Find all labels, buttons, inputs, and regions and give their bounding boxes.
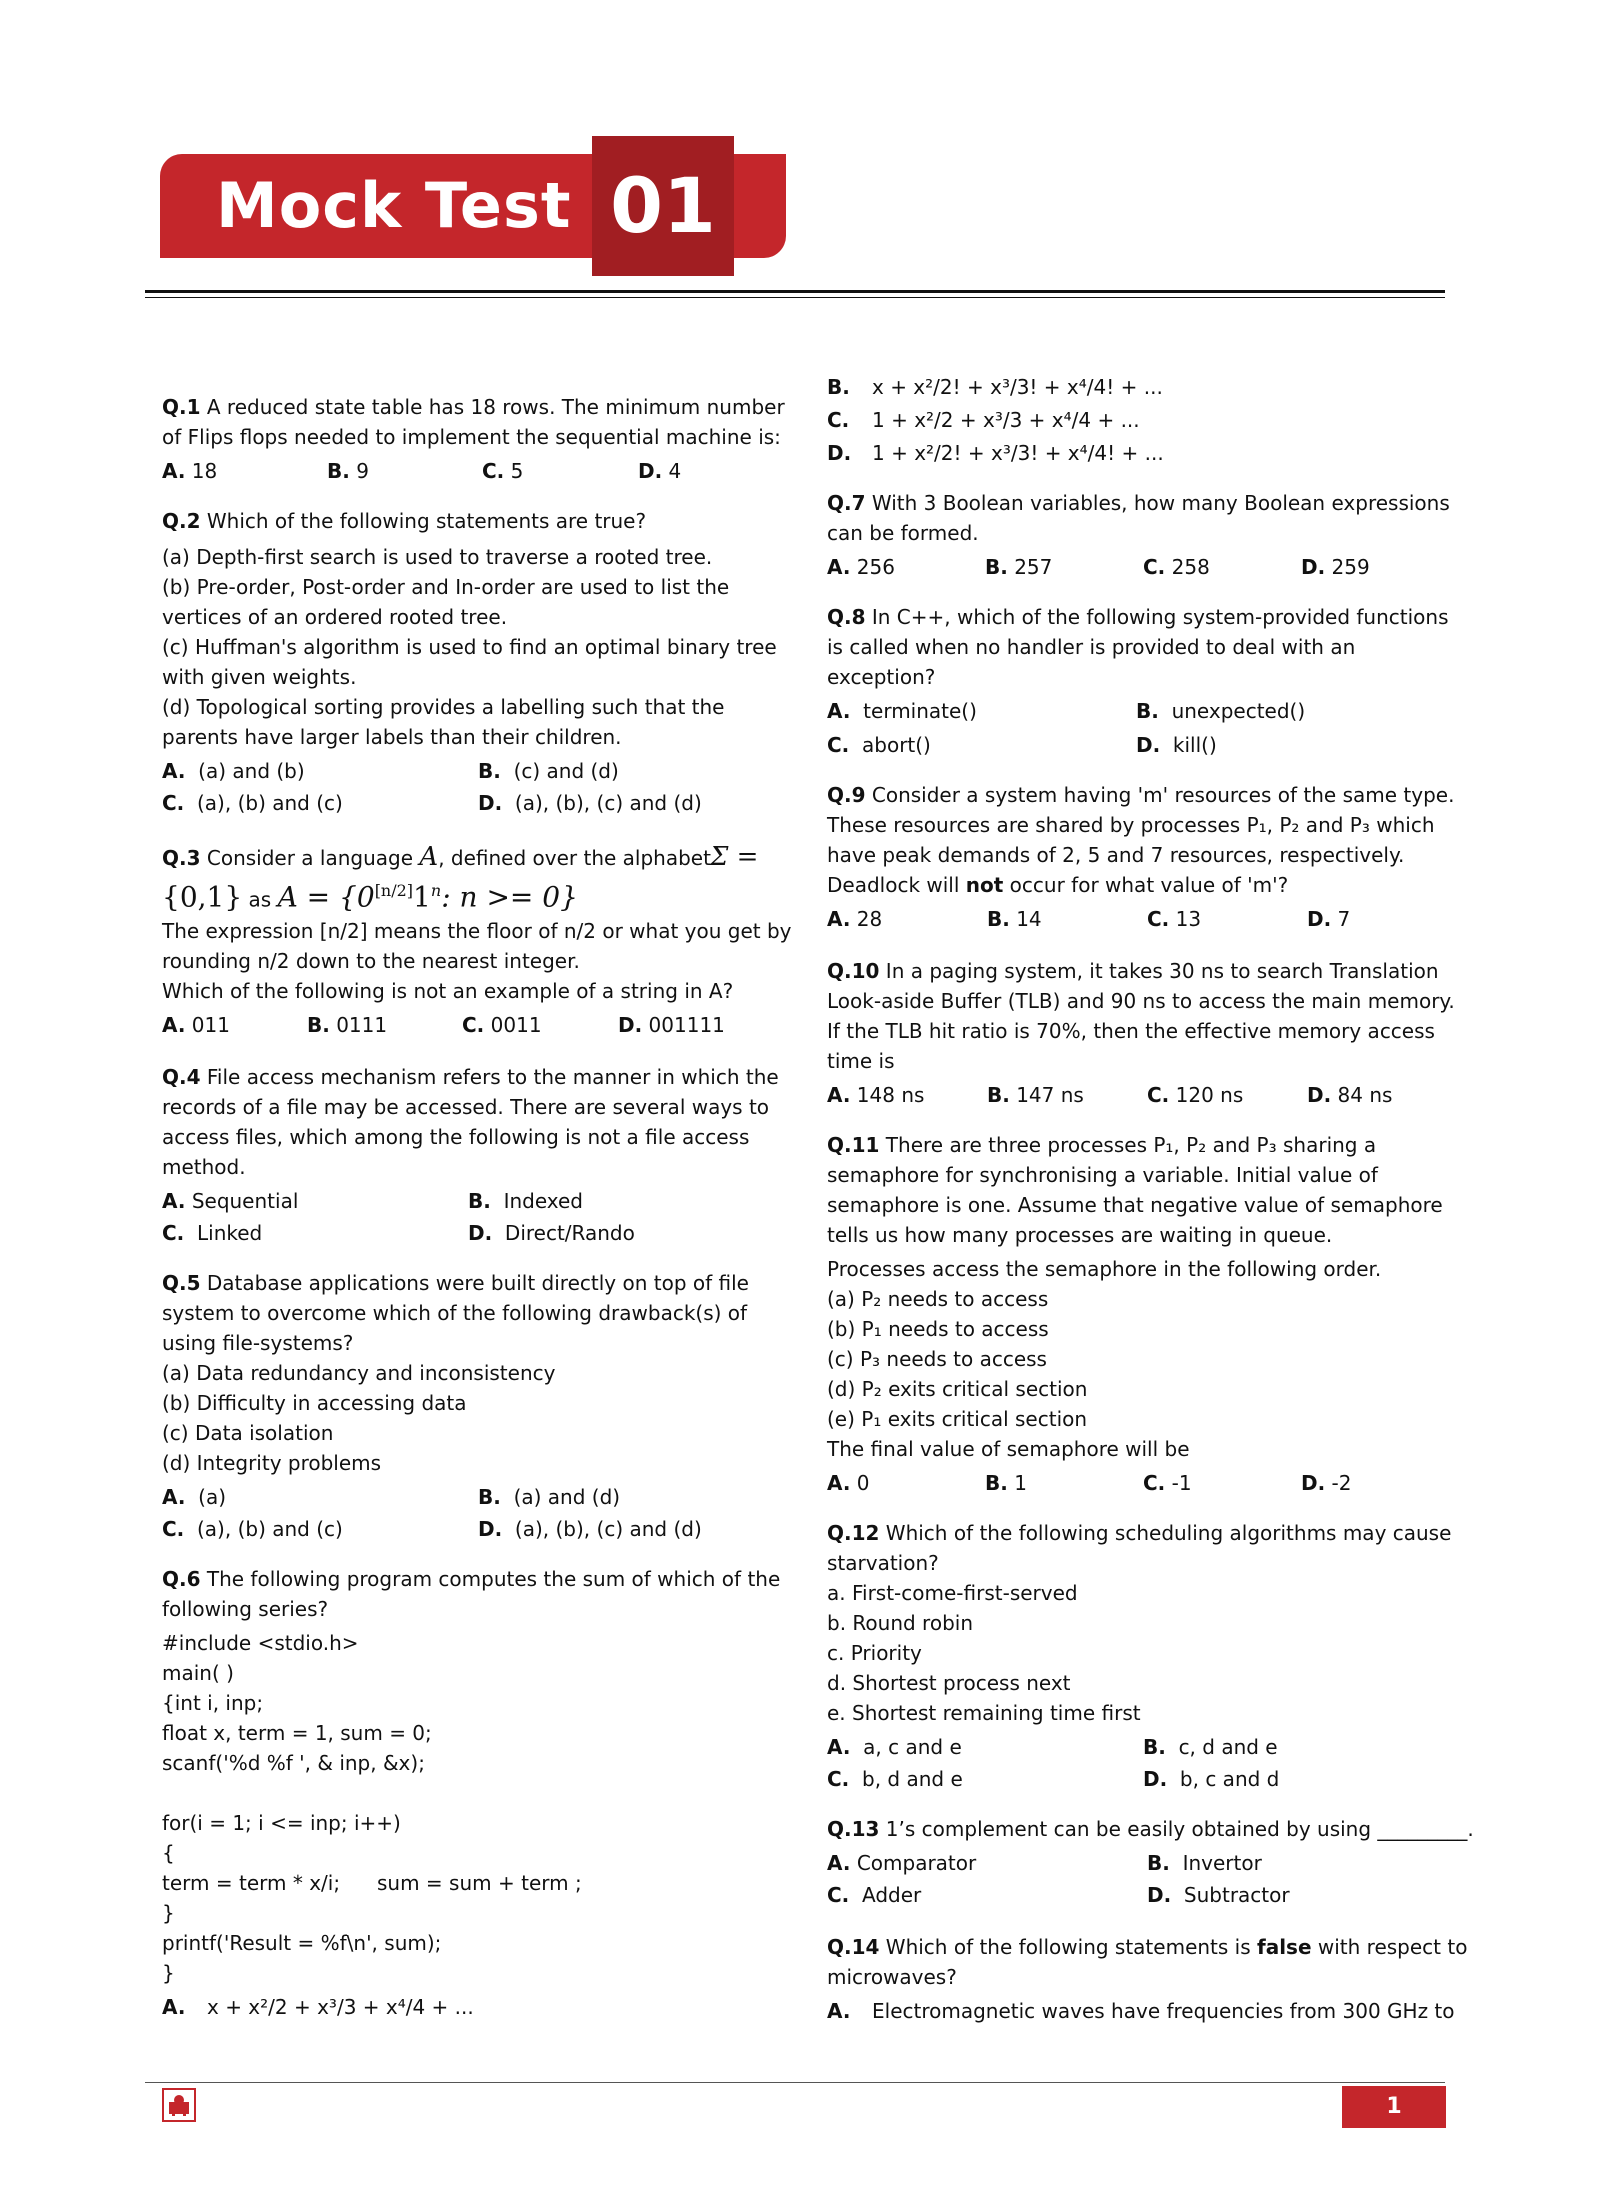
q3-line3: The expression [n/2] means the floor of n/2 or what you get by (162, 919, 792, 943)
q3-line5: Which of the following is not an example of a string in A? (162, 979, 734, 1003)
page-number: 1 (1342, 2086, 1446, 2128)
q1-line1: Q.1 A reduced state table has 18 rows. The minimum number (162, 395, 785, 419)
header-rule-thin (145, 297, 1445, 298)
q9-line4: Deadlock will not occur for what value of 'm'? (827, 873, 1289, 897)
q6-code-10: printf('Result = %f\n', sum); (162, 1931, 442, 1955)
q6-code-8: term = term * x/i; sum = sum + term ; (162, 1871, 582, 1895)
q12-line7: e. Shortest remaining time first (827, 1701, 1141, 1725)
q6-code-9: } (162, 1901, 175, 1925)
q14-line1: Q.14 Which of the following statements is false with respect to (827, 1935, 1468, 1959)
q11-line9: (d) P₂ exits critical section (827, 1377, 1088, 1401)
q2-line5: (c) Huffman's algorithm is used to find an optimal binary tree (162, 635, 777, 659)
q2-line2: (a) Depth-first search is used to traverse a rooted tree. (162, 545, 713, 569)
q7-line2: can be formed. (827, 521, 979, 545)
q11-line4: tells us how many processes are waiting in queue. (827, 1223, 1333, 1247)
q5-line2: system to overcome which of the following drawback(s) of (162, 1301, 748, 1325)
q8-line1: Q.8 In C++, which of the following system-provided functions (827, 605, 1449, 629)
q3-line1: Q.3 Consider a language A, defined over the alphabet Σ = (162, 842, 759, 872)
banner-number: 01 (610, 161, 716, 250)
q11-line1: Q.11 There are three processes P₁, P₂ and P₃ sharing a (827, 1133, 1377, 1157)
q9-line3: have peak demands of 2, 5 and 7 resources, respectively. (827, 843, 1405, 867)
header-rule-thick (145, 290, 1445, 293)
q12-line3: a. First-come-first-served (827, 1581, 1078, 1605)
q7-line1: Q.7 With 3 Boolean variables, how many Boolean expressions (827, 491, 1450, 515)
q5-line7: (d) Integrity problems (162, 1451, 382, 1475)
q5-line5: (b) Difficulty in accessing data (162, 1391, 467, 1415)
q11-line3: semaphore is one. Assume that negative value of semaphore (827, 1193, 1443, 1217)
publisher-logo-icon (162, 2088, 196, 2122)
q9-line1: Q.9 Consider a system having 'm' resources of the same type. (827, 783, 1455, 807)
q5-line6: (c) Data isolation (162, 1421, 334, 1445)
q11-line11: The final value of semaphore will be (827, 1437, 1190, 1461)
q6-code-7: { (162, 1841, 175, 1865)
q10-line2: Look-aside Buffer (TLB) and 90 ns to access the main memory. (827, 989, 1455, 1013)
q5-line1: Q.5 Database applications were built directly on top of file (162, 1271, 749, 1295)
footer-rule (145, 2082, 1445, 2083)
q10-line3: If the TLB hit ratio is 70%, then the effective memory access (827, 1019, 1435, 1043)
q11-line10: (e) P₁ exits critical section (827, 1407, 1088, 1431)
q12-line1: Q.12 Which of the following scheduling algorithms may cause (827, 1521, 1452, 1545)
q1-line2: of Flips flops needed to implement the sequential machine is: (162, 425, 781, 449)
q2-line3: (b) Pre-order, Post-order and In-order are used to list the (162, 575, 730, 599)
q3-line2-math: {0,1} as $A = \{0[n/2]1^n$: n >= 0} (162, 880, 578, 914)
q2-line6: with given weights. (162, 665, 357, 689)
q11-line2: semaphore for synchronising a variable. Initial value of (827, 1163, 1378, 1187)
q2-line1: Q.2 Which of the following statements are true? (162, 509, 647, 533)
q6-line1: Q.6 The following program computes the sum of which of the (162, 1567, 781, 1591)
q2-line8: parents have larger labels than their children. (162, 725, 622, 749)
q12-line2: starvation? (827, 1551, 939, 1575)
q3-line4: rounding n/2 down to the nearest integer. (162, 949, 580, 973)
q9-line2: These resources are shared by processes P₁, P₂ and P₃ which (827, 813, 1435, 837)
q6-code-4: float x, term = 1, sum = 0; (162, 1721, 432, 1745)
q12-line6: d. Shortest process next (827, 1671, 1071, 1695)
q4-line4: method. (162, 1155, 246, 1179)
q5-line4: (a) Data redundancy and inconsistency (162, 1361, 556, 1385)
q2-line4: vertices of an ordered rooted tree. (162, 605, 508, 629)
q4-line3: access files, which among the following is not a file access (162, 1125, 750, 1149)
q11-line6: (a) P₂ needs to access (827, 1287, 1049, 1311)
q12-line4: b. Round robin (827, 1611, 973, 1635)
q6-code-11: } (162, 1961, 175, 1985)
q6-code-6: for(i = 1; i <= inp; i++) (162, 1811, 401, 1835)
q4-line1: Q.4 File access mechanism refers to the manner in which the (162, 1065, 779, 1089)
q8-line3: exception? (827, 665, 936, 689)
mock-test-banner (160, 136, 786, 276)
q6-code-3: {int i, inp; (162, 1691, 264, 1715)
q2-line7: (d) Topological sorting provides a labelling such that the (162, 695, 725, 719)
q6-line2: following series? (162, 1597, 329, 1621)
q6-code-1: #include <stdio.h> (162, 1631, 359, 1655)
q5-line3: using file-systems? (162, 1331, 354, 1355)
q11-line7: (b) P₁ needs to access (827, 1317, 1049, 1341)
q10-line4: time is (827, 1049, 895, 1073)
q6-code-5: scanf('%d %f ', & inp, &x); (162, 1751, 425, 1775)
q8-line2: is called when no handler is provided to deal with an (827, 635, 1356, 659)
q4-line2: records of a file may be accessed. There are several ways to (162, 1095, 770, 1119)
q11-line5: Processes access the semaphore in the following order. (827, 1257, 1382, 1281)
q13-line1: Q.13 1’s complement can be easily obtained by using _________. (827, 1817, 1474, 1841)
q6-code-2: main( ) (162, 1661, 234, 1685)
q14-line2: microwaves? (827, 1965, 957, 1989)
q12-line5: c. Priority (827, 1641, 922, 1665)
q11-line8: (c) P₃ needs to access (827, 1347, 1047, 1371)
q10-line1: Q.10 In a paging system, it takes 30 ns to search Translation (827, 959, 1439, 983)
banner-title: Mock Test (216, 169, 572, 242)
